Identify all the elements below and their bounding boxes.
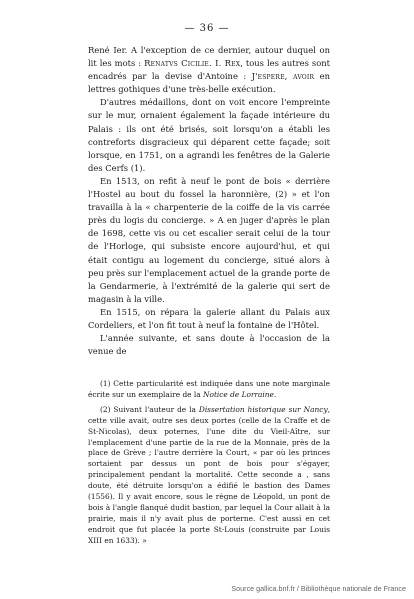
footnote-1-text-b: . bbox=[273, 389, 277, 399]
source-credit: Source gallica.bnf.fr / Bibliothèque nationale de France bbox=[231, 584, 406, 593]
page-number: — 36 — bbox=[184, 23, 230, 34]
footnotes bbox=[88, 379, 330, 547]
paragraph-1-text-b: , tous les autres sont encadrés par la devise d'Antoine : bbox=[88, 58, 331, 82]
paragraph-2: D'autres médaillons, dont on voit encore l'empreinte sur le mur, ornaient également la façade intérieure du Palais : ils ont été brisés, soit lorsqu'on a établi les contreforts disgracieux qui déparent cette façade; soit lorsque, en 1751, on a agrandi les fenêtres de la Galerie des Cerfs (1). bbox=[88, 97, 330, 173]
footnote-1-title: Notice de Lorraine bbox=[203, 389, 274, 399]
footnote-1-text-a: (1) Cette particularité est indiquée dans une note marginale écrite sur un exemplaire de la bbox=[88, 379, 330, 399]
device-motto: J'espere, avoir bbox=[251, 71, 315, 82]
footnote-2 bbox=[88, 405, 330, 547]
paragraph-5: L'année suivante, et sans doute à l'occasion de la venue de bbox=[88, 333, 330, 357]
paragraph-1 bbox=[88, 44, 330, 96]
footnote-1 bbox=[88, 379, 330, 401]
footnote-2-text-a: (2) Suivant l'auteur de la bbox=[100, 404, 199, 414]
footnote-2-title: Dissertation historique sur Nancy bbox=[198, 404, 328, 414]
main-text bbox=[88, 44, 330, 358]
footnote-2-text-b: , cette ville avait, outre ses deux portes (celle de la Craffe et de St-Nicolas), deux poternes, l'une dite du Vieil-Aître, sur l'emplacement d'une partie de la rue de la Monnaie, près de la place de Grève ; l'autre derrière la Court, « par où les princes sortaient par dessus un pont de bois pour s'égayer, principalement pendant la mortalité. Cette seconde a , sans doute, été détruite lorsqu'on a édifié le bastion des Dames (1556). Il y avait encore, sous le règne de Léopold, un pont de bois à l'angle flanqué dudit bastion, par lequel la Cour allait à la prairie, mais il n'y avait plus de porterne. C'est aussi en cet endroit que fut placée la porte St-Louis (construite par Louis XIII en 1633). » bbox=[88, 404, 330, 545]
paragraph-1-text-a: René Ier. A l'exception de ce dernier, autour duquel on lit les mots : bbox=[88, 45, 330, 69]
inscription-motto: Renatvs Cicilie. I. Rex bbox=[144, 58, 241, 69]
paragraph-3: En 1513, on refit à neuf le pont de bois « derrière l'Hostel au bout du fossel la haronnière, (2) » et l'on travailla à la « charpenterie de la coiffe de la vis carrée près du logis du concierge. » A en juger d'après le plan de 1698, cette vis ou cet escalier serait celui de la tour de l'Horloge, qui subsiste encore aujourd'hui, et qui était contigu au logement du concierge, situé alors à peu près sur l'emplacement actuel de la grande porte de la Gendarmerie, à l'extrémité de la galerie qui sert de magasin à la ville. bbox=[88, 175, 330, 304]
paragraph-4: En 1515, on répara la galerie allant du Palais aux Cordeliers, et l'on fit tout à neuf la fontaine de l'Hôtel. bbox=[88, 306, 330, 330]
paragraph-1-text-c: en lettres gothiques d'une très-belle exécution. bbox=[88, 71, 330, 95]
